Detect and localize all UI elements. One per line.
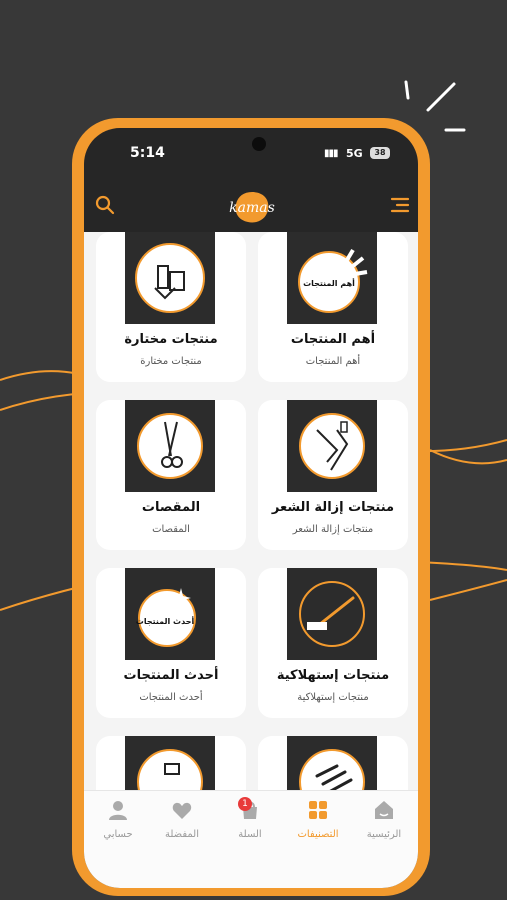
menu-icon[interactable] [388,194,410,216]
network-type: 5G [346,147,363,160]
user-icon [107,799,129,821]
search-icon[interactable] [94,194,116,216]
status-bar [84,128,418,176]
phone-screen [84,128,418,888]
category-title: أحدث المنتجات [123,668,219,683]
tab-categories[interactable] [288,799,348,840]
tab-home[interactable] [354,799,414,840]
thumb-label: أهم المنتجات [303,279,355,288]
category-card[interactable] [258,400,408,550]
logo-text: kamas [229,200,275,216]
app-logo [212,190,292,226]
front-camera [252,137,266,151]
category-thumbnail [287,568,377,660]
category-partial-icon [125,736,215,790]
category-subtitle: المقصات [152,524,190,535]
category-thumbnail [125,400,215,492]
tab-favorites[interactable] [152,799,212,840]
category-card[interactable] [96,736,246,790]
category-subtitle: منتجات إزالة الشعر [292,524,374,535]
grid-icon [307,799,329,821]
top-products-icon [287,232,377,324]
category-card[interactable] [258,232,408,382]
category-subtitle: أهم المنتجات [305,356,361,367]
bottom-tab-bar [84,790,418,888]
tab-label: الرئيسية [366,829,402,840]
category-title: منتجات إستهلاكية [276,668,390,683]
category-subtitle: منتجات إستهلاكية [297,692,369,703]
category-title: منتجات مختارة [124,332,218,347]
category-card[interactable] [96,568,246,718]
tab-account[interactable] [88,799,148,840]
category-thumbnail [287,232,377,324]
tab-label: المفضلة [164,829,199,840]
category-title: منتجات إزالة الشعر [271,500,395,515]
categories-grid [84,232,418,790]
thumb-label: أحدث المنتجات [135,617,195,626]
category-thumbnail [125,736,215,790]
tab-label: التصنيفات [297,829,339,840]
tab-cart[interactable] [220,799,280,840]
category-card[interactable] [96,232,246,382]
scissors-icon [125,400,215,492]
tab-label: حسابي [103,829,133,840]
home-icon [373,799,395,821]
category-subtitle: أحدث المنتجات [139,692,203,703]
cart-badge: 1 [238,797,252,811]
category-card[interactable] [258,568,408,718]
category-thumbnail [287,736,377,790]
sparkle-icon [125,568,215,660]
battery-icon: 38 [370,147,390,159]
category-thumbnail [125,568,215,660]
heart-icon [171,799,193,821]
category-card[interactable] [96,400,246,550]
category-card[interactable] [258,736,408,790]
category-thumbnail [287,400,377,492]
signal-icon: ▮▮▮ [324,148,338,159]
app-bar [84,184,418,232]
category-thumbnail [125,232,215,324]
products-bag-icon [125,232,215,324]
category-title: أهم المنتجات [290,332,376,347]
category-subtitle: منتجات مختارة [140,356,202,367]
nails-icon [287,736,377,790]
status-time: 5:14 [130,145,165,161]
hair-removal-icon [287,400,377,492]
consumables-icon [287,568,377,660]
tab-label: السلة [238,829,262,840]
category-title: المقصات [141,500,201,515]
